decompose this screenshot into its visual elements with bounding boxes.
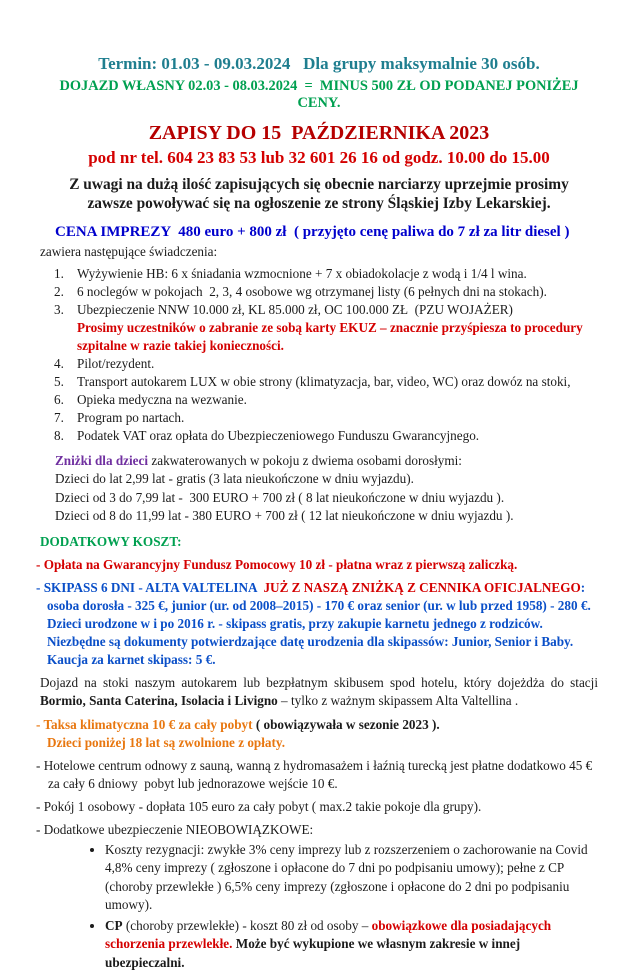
service-item-number: 1. xyxy=(54,266,64,281)
service-item-text: Opieka medyczna na wezwanie. xyxy=(77,392,247,407)
climate-tax xyxy=(36,716,598,734)
cp-cost-text: (choroby przewlekłe) - koszt 80 zł od osoby – xyxy=(122,917,372,933)
insurance-bullet-cancellation: • Koszty rezygnacji: zwykłe 3% ceny imprezy lub z rozszerzeniem o zachorowanie na Covid 4,8% ceny imprezy ( zgłoszone i opłacone do 7 dni po podpisaniu umowy); pełne z CP (choroby przewlekłe ) 6,5% ceny imprezy (zgłoszone i opłacone do 2 dni po podpisaniu umowy). xyxy=(105,841,598,915)
extra-cost-heading: DODATKOWY KOSZT: xyxy=(40,533,182,549)
discount-row-under3: Dzieci do lat 2,99 lat - gratis (3 lata nieukończone w dniu wyjazdu). xyxy=(55,471,414,486)
skipass-deposit: Kaucja za karnet skipass: 5 €. xyxy=(47,651,216,667)
term-line: Termin: 01.03 - 09.03.2024 Dla grupy maksymalnie 30 osób. xyxy=(98,54,540,73)
children-discount-accent: Zniżki dla dzieci xyxy=(55,453,149,468)
service-item-2 xyxy=(40,283,598,301)
service-item-7 xyxy=(40,409,598,427)
skipass-heading-red: JUŻ Z NASZĄ ZNIŻKĄ Z CENNIKA OFICJALNEGO xyxy=(263,579,581,595)
service-item-number: 2. xyxy=(54,284,64,299)
notice-text xyxy=(40,175,598,213)
price-title: CENA IMPREZY 480 euro + 800 zł ( przyjęto cenę paliwa do 7 zł za litr diesel ) xyxy=(55,224,570,240)
service-item-1 xyxy=(40,265,598,283)
service-item-text: Program po nartach. xyxy=(77,410,185,425)
insurance-bullet-list xyxy=(40,841,598,973)
climate-tax-orange: - Taksa klimatyczna 10 € za cały pobyt xyxy=(36,716,256,732)
guarantee-fund-fee: - Opłata na Gwarancyjny Fundusz Pomocowy 10 zł - płatna wraz z pierwszą zaliczką. xyxy=(36,556,518,572)
services-list xyxy=(40,265,598,445)
price-intro: zawiera następujące świadczenia: xyxy=(40,244,218,259)
service-item-4 xyxy=(40,355,598,373)
insurance-bullet-cp xyxy=(105,917,598,973)
discount-row-3to8: Dzieci od 3 do 7,99 lat - 300 EURO + 700 zł ( 8 lat nieukończone w dniu wyjazdu ). xyxy=(55,489,505,505)
service-item-6 xyxy=(40,391,598,409)
transfer-text-after: – tylko z ważnym skipassem Alta Valtellina . xyxy=(277,693,519,708)
service-item-text: Wyżywienie HB: 6 x śniadania wzmocnione + 7 x obiadokolacje z wodą i 1/4 l wina. xyxy=(77,266,527,281)
skipass-pricing-heading xyxy=(36,579,598,597)
service-item-number: 8. xyxy=(54,428,64,443)
transfer-paragraph xyxy=(40,674,602,711)
optional-insurance-heading: - Dodatkowe ubezpieczenie NIEOBOWIĄZKOWE: xyxy=(36,821,314,837)
service-item-number: 4. xyxy=(54,356,64,371)
service-item-number: 7. xyxy=(54,410,64,425)
skipass-price-adult: osoba dorosła - 325 €, junior (ur. od 2008–2015) - 170 € oraz senior (ur. w lub przed 1958) - 280 €. xyxy=(47,597,591,613)
climate-tax-season-note: ( obowiązywała w sezonie 2023 ). xyxy=(255,716,440,732)
skipass-price-children: Dzieci urodzone w i po 2016 r. - skipass gratis, przy zakupie karnetu jednego z rodziców. xyxy=(47,615,543,631)
transfer-resorts: Bormio, Santa Caterina, Isolacia i Livigno xyxy=(40,693,278,708)
service-item-text: Ubezpieczenie NNW 10.000 zł, KL 85.000 zł, OC 100.000 ZŁ (PZU WOJAŻER) xyxy=(77,302,513,317)
signup-deadline: ZAPISY DO 15 PAŹDZIERNIKA 2023 xyxy=(148,122,490,144)
service-item-5 xyxy=(40,373,598,391)
service-item-8 xyxy=(40,427,598,445)
climate-tax-children-exempt: Dzieci poniżej 18 lat są zwolnione z opłaty. xyxy=(47,734,286,750)
cp-own-purchase-note: Może być wykupione we własnym zakresie w innej ubezpieczalni. xyxy=(105,936,524,971)
wellness-fee: - Hotelowe centrum odnowy z sauną, wanną z hydromasażem i łaźnią turecką jest płatne dodatkowo 45 € za cały 6 dniowy pobyt lub jednorazowe wejście 10 €. xyxy=(36,757,599,791)
transfer-text-before: Dojazd na stoki naszym autokarem lub bezpłatnym skibusem spod hotelu, który dojeżdża do stacji xyxy=(40,674,602,690)
skipass-heading-colon: : xyxy=(580,579,586,595)
skipass-documents-note: Niezbędne są dokumenty potwierdzające datę urodzenia dla skipassów: Junior, Senior i Baby. xyxy=(47,633,574,649)
notice-line-2: zawsze powoływać się na ogłoszenie ze strony Śląskiej Izby Lekarskiej. xyxy=(87,195,551,212)
signup-phone: pod nr tel. 604 23 83 53 lub 32 601 26 16 od godz. 10.00 do 15.00 xyxy=(88,148,550,167)
service-item-number: 5. xyxy=(54,374,64,389)
single-room-fee: - Pokój 1 osobowy - dopłata 105 euro za cały pobyt ( max.2 takie pokoje dla grupy). xyxy=(36,798,482,814)
discount-row-8to12: Dzieci od 8 do 11,99 lat - 380 EURO + 700 zł ( 12 lat nieukończone w dniu wyjazdu ). xyxy=(55,508,514,523)
service-item-number: 6. xyxy=(54,392,64,407)
notice-line-1: Z uwagi na dużą ilość zapisujących się obecnie narciarzy uprzejmie prosimy xyxy=(69,176,569,193)
service-item-3 xyxy=(40,301,598,319)
ekuz-warning: Prosimy uczestników o zabranie ze sobą karty EKUZ – znacznie przyśpiesza to procedury szpitalne w razie takiej konieczności. xyxy=(77,320,587,353)
service-item-text: Pilot/rezydent. xyxy=(77,356,155,371)
skipass-heading-blue: - SKIPASS 6 DNI - ALTA VALTELINA xyxy=(36,579,264,595)
cp-abbrev: CP xyxy=(105,917,123,933)
children-discount-heading xyxy=(55,452,598,470)
service-item-text: Podatek VAT oraz opłata do Ubezpieczeniowego Funduszu Gwarancyjnego. xyxy=(77,428,480,443)
children-discount-rest: zakwaterowanych w pokoju z dwiema osobami dorosłymi: xyxy=(148,453,462,468)
service-item-text: Transport autokarem LUX w obie strony (klimatyzacja, bar, video, WC) oraz dowóz na stoki, xyxy=(77,374,571,389)
cp-mandatory-warning: obowiązkowe dla posiadających schorzenia przewlekłe. xyxy=(105,917,555,952)
own-transport-line: DOJAZD WŁASNY 02.03 - 08.03.2024 = MINUS 500 ZŁ OD PODANEJ PONIŻEJ CENY. xyxy=(59,78,583,111)
service-item-number: 3. xyxy=(54,302,64,317)
service-item-text: 6 noclegów w pokojach 2, 3, 4 osobowe wg otrzymanej listy (6 pełnych dni na stokach). xyxy=(77,284,547,299)
